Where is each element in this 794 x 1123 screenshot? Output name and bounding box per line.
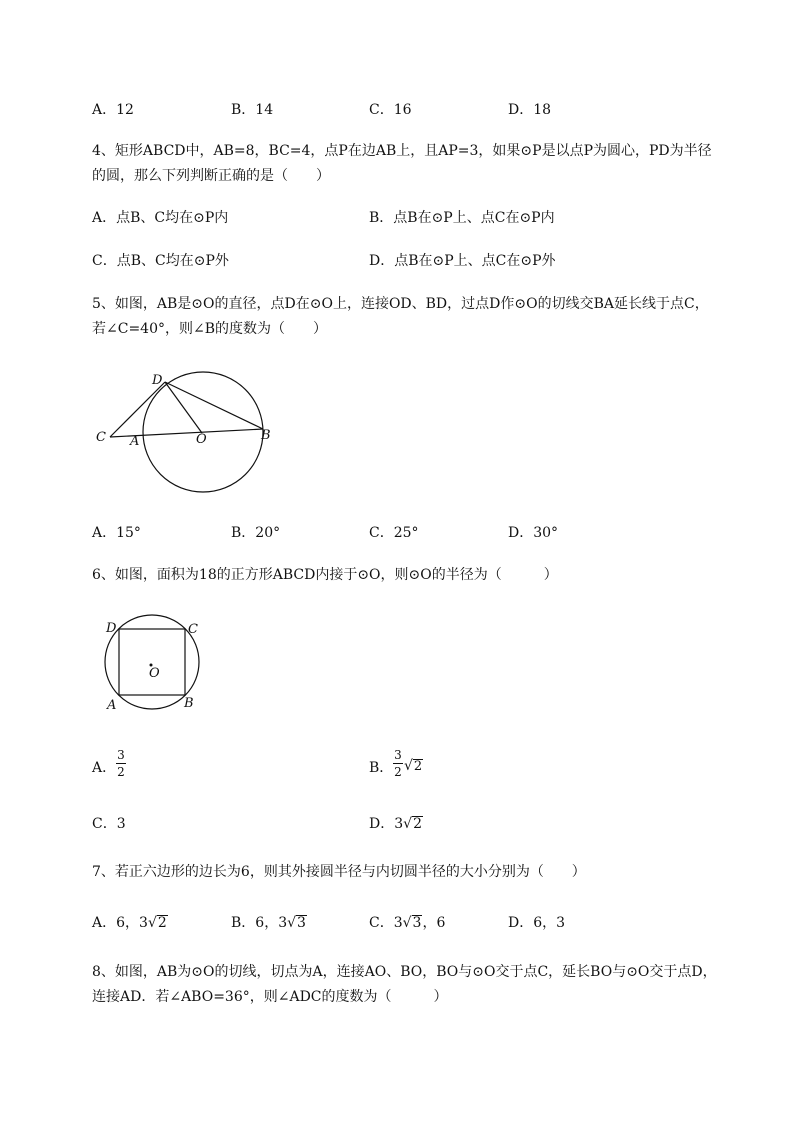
q7-option-a-radicand: 2	[157, 915, 167, 931]
q4-option-a: A．点B、C均在⊙P内	[92, 210, 229, 226]
q6-option-b-sqrt: √2	[404, 758, 423, 774]
q5-label-d: D	[152, 373, 163, 388]
q5-option-a: A．15°	[92, 525, 141, 541]
q3-option-a: A．12	[92, 102, 134, 118]
q6-option-a-fraction	[116, 748, 126, 779]
q6-option-b-numerator: 3	[394, 748, 402, 762]
q7-option-d: D．6，3	[508, 915, 566, 931]
q6-option-a-numerator: 3	[117, 748, 125, 762]
q5-option-d: D．30°	[508, 525, 559, 541]
q6-figure	[100, 615, 210, 715]
q4-stem-line1: 4、矩形ABCD中，AB=8，BC=4，点P在边AB上，且AP=3，如果⊙P是以点P为圆心，PD为半径	[92, 143, 712, 159]
q5-stem-line1: 5、如图，AB是⊙O的直径，点D在⊙O上，连接OD、BD，过点D作⊙O的切线交BA延长线于点C，	[92, 296, 709, 312]
q6-label-c: C	[188, 622, 198, 637]
q6-option-b-radicand: 2	[413, 759, 423, 774]
q6-label-d: D	[106, 621, 117, 636]
q5-figure	[90, 360, 280, 500]
q6-option-b	[369, 758, 393, 778]
q6-option-a	[92, 758, 116, 778]
q7-option-a: A．6，3√2	[92, 915, 167, 931]
q6-option-b-fraction	[393, 748, 403, 779]
q6-option-c: C．3	[92, 816, 126, 832]
q7-option-c: C．3√3，6	[369, 915, 446, 931]
q6-option-d-radicand: 2	[413, 816, 422, 832]
q6-label-a: A	[107, 698, 117, 713]
q3-option-d: D．18	[508, 102, 552, 118]
q7-stem: 7、若正六边形的边长为6，则其外接圆半径与内切圆半径的大小分别为（ ）	[92, 864, 586, 880]
q3-option-c: C．16	[369, 102, 412, 118]
q6-option-d-prefix: D．	[369, 816, 395, 832]
q4-option-b: B．点B在⊙P上、点C在⊙P内	[369, 210, 555, 226]
q6-option-a-prefix: A．	[92, 760, 117, 776]
q4-option-c: C．点B、C均在⊙P外	[92, 253, 229, 269]
q7-option-a-prefix: A．6，3	[92, 915, 148, 931]
q4-stem-line2: 的圆，那么下列判断正确的是（ ）	[92, 168, 330, 184]
q7-option-c-suffix: ，6	[422, 915, 446, 931]
q4-option-d: D．点B在⊙P上、点C在⊙P外	[369, 253, 556, 269]
q8-stem-line1: 8、如图，AB为⊙O的切线，切点为A，连接AO、BO，BO与⊙O交于点C，延长BO与⊙O交于点D，	[92, 964, 717, 980]
q3-option-b: B．14	[231, 102, 274, 118]
q7-option-b: B．6，3√3	[231, 915, 306, 931]
q6-option-d: D．3√2	[369, 816, 422, 832]
q6-option-a-denominator: 2	[117, 765, 125, 779]
q6-option-b-denominator: 2	[394, 765, 402, 779]
q6-stem: 6、如图，面积为18的正方形ABCD内接于⊙O，则⊙O的半径为（ ）	[92, 567, 558, 583]
q6-label-o: O	[149, 666, 160, 681]
q6-label-b: B	[184, 696, 194, 711]
q7-option-c-prefix: C．3	[369, 915, 403, 931]
q5-option-b: B．20°	[231, 525, 281, 541]
q5-label-o: O	[196, 432, 207, 447]
q7-option-c-radicand: 3	[412, 915, 422, 931]
q7-option-b-prefix: B．6，3	[231, 915, 288, 931]
q5-label-b: B	[261, 428, 271, 443]
q7-option-b-radicand: 3	[297, 915, 306, 931]
q5-label-c: C	[96, 430, 106, 445]
q6-option-d-coef: 3	[394, 816, 404, 832]
q5-label-a: A	[130, 434, 140, 449]
q6-option-b-prefix: B．	[369, 760, 394, 776]
q5-stem-line2: 若∠C=40°，则∠B的度数为（ ）	[92, 321, 328, 337]
q8-stem-line2: 连接AD．若∠ABO=36°，则∠ADC的度数为（ ）	[92, 989, 448, 1005]
q5-option-c: C．25°	[369, 525, 419, 541]
